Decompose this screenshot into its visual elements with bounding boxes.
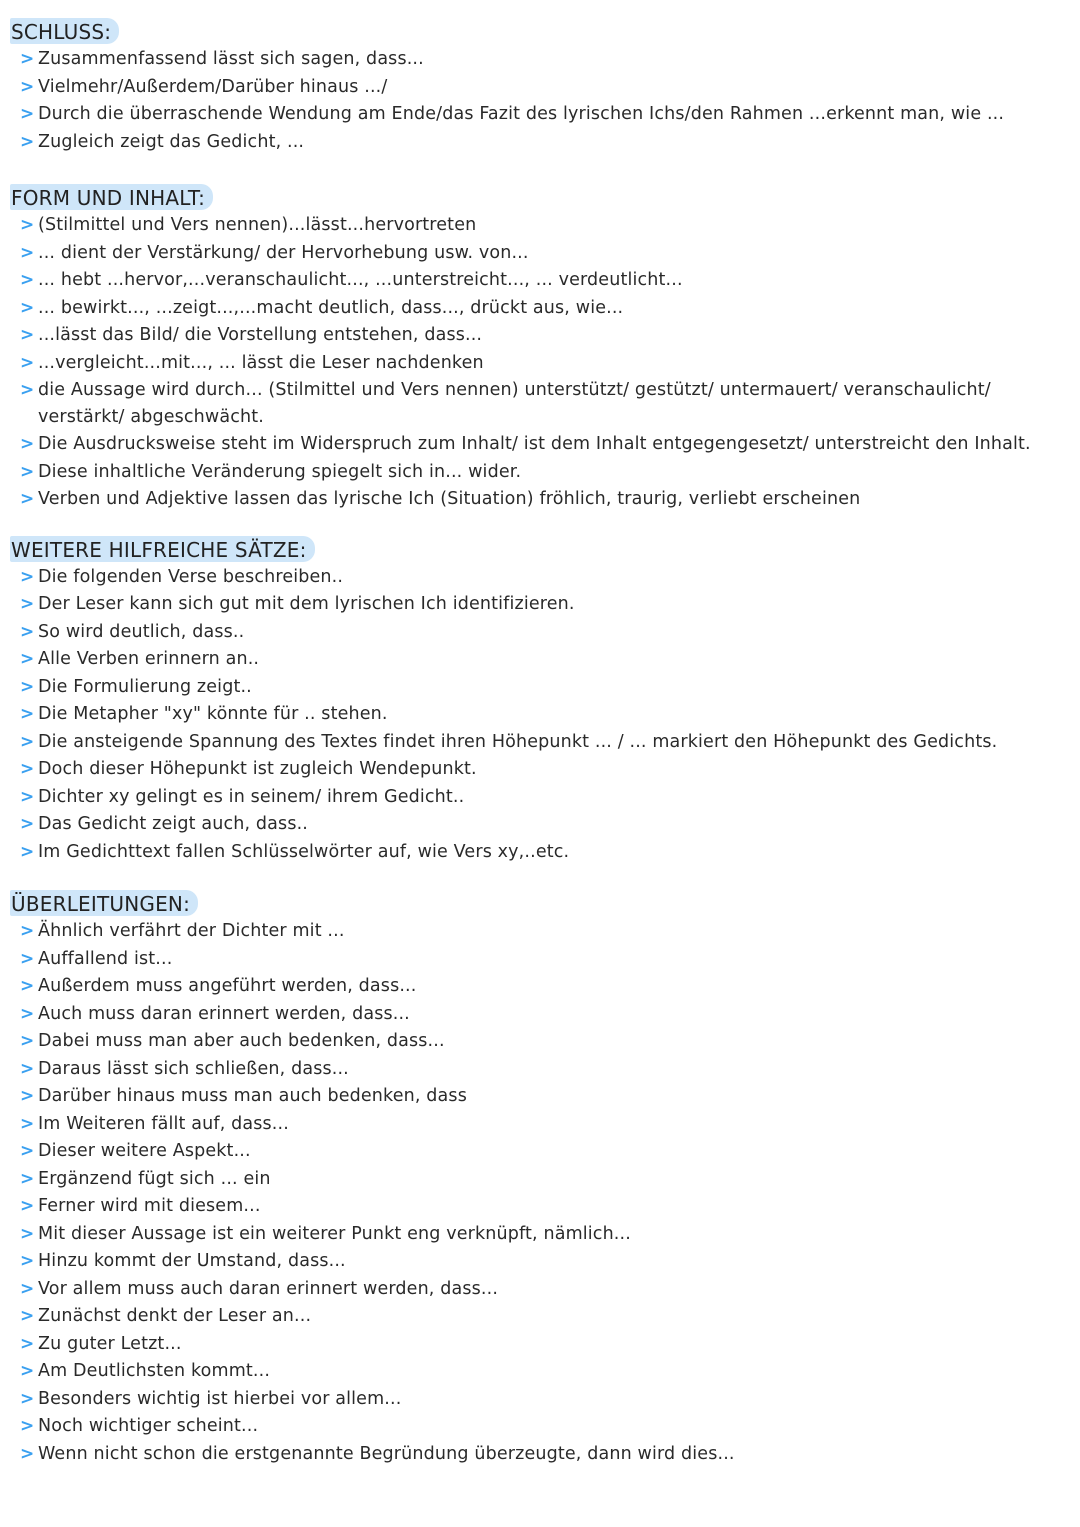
list-item: > Im Gedichttext fallen Schlüsselwörter auf, wie Vers xy,..etc. bbox=[20, 839, 1060, 867]
arrow-icon: > bbox=[20, 1196, 35, 1216]
arrow-icon: > bbox=[20, 352, 35, 373]
list-item: > Ähnlich verfährt der Dichter mit ... bbox=[20, 918, 1060, 946]
arrow-icon: > bbox=[20, 786, 35, 807]
list-item: > Auch muss daran erinnert werden, dass... bbox=[20, 1001, 1060, 1029]
list-item: > Hinzu kommt der Umstand, dass... bbox=[20, 1248, 1060, 1276]
list-item: > die Aussage wird durch... (Stilmittel und Vers nennen) unterstützt/ gestützt/ untermauert/ veranschaulicht/ verstärkt/ abgeschwächt. bbox=[20, 377, 1060, 431]
arrow-icon: > bbox=[20, 297, 35, 318]
list-item: > So wird deutlich, dass.. bbox=[20, 619, 1060, 647]
list-item: > Doch dieser Höhepunkt ist zugleich Wendepunkt. bbox=[20, 756, 1060, 784]
list-item: > ... dient der Verstärkung/ der Hervorhebung usw. von... bbox=[20, 240, 1060, 268]
arrow-icon: > bbox=[20, 489, 35, 509]
arrow-icon: > bbox=[20, 976, 35, 996]
list-item: > Die Metapher "xy" könnte für .. stehen. bbox=[20, 701, 1060, 729]
list-item: > Verben und Adjektive lassen das lyrische Ich (Situation) fröhlich, traurig, verliebt erscheinen bbox=[20, 486, 1060, 514]
item-list bbox=[10, 212, 1060, 514]
list-item: > Dichter xy gelingt es in seinem/ ihrem Gedicht.. bbox=[20, 784, 1060, 812]
section-weitere-hilfreiche-saetze bbox=[10, 536, 1060, 867]
arrow-icon: > bbox=[20, 131, 35, 152]
list-item: > Die ansteigende Spannung des Textes findet ihren Höhepunkt ... / ... markiert den Höhepunkt des Gedichts. bbox=[20, 729, 1060, 757]
arrow-icon: > bbox=[20, 1361, 35, 1381]
section-form-und-inhalt bbox=[10, 184, 1060, 514]
list-item: > Wenn nicht schon die erstgenannte Begründung überzeugte, dann wird dies... bbox=[20, 1441, 1060, 1469]
list-item: > Darüber hinaus muss man auch bedenken, dass bbox=[20, 1083, 1060, 1111]
arrow-icon: > bbox=[20, 1306, 35, 1326]
section-heading: ÜBERLEITUNGEN: bbox=[10, 890, 198, 916]
arrow-icon: > bbox=[20, 215, 35, 235]
arrow-icon: > bbox=[20, 270, 35, 290]
list-item: > Vor allem muss auch daran erinnert werden, dass... bbox=[20, 1276, 1060, 1304]
list-item: > Das Gedicht zeigt auch, dass.. bbox=[20, 811, 1060, 839]
arrow-icon: > bbox=[20, 649, 35, 669]
arrow-icon: > bbox=[20, 704, 35, 724]
list-item: > Dieser weitere Aspekt... bbox=[20, 1138, 1060, 1166]
arrow-icon: > bbox=[20, 594, 35, 614]
arrow-icon: > bbox=[20, 49, 35, 69]
arrow-icon: > bbox=[20, 1141, 35, 1161]
arrow-icon: > bbox=[20, 104, 35, 124]
item-list bbox=[10, 918, 1060, 1468]
section-ueberleitungen bbox=[10, 890, 1060, 1468]
arrow-icon: > bbox=[20, 731, 35, 752]
arrow-icon: > bbox=[20, 1113, 35, 1134]
list-item: > Ergänzend fügt sich ... ein bbox=[20, 1166, 1060, 1194]
arrow-icon: > bbox=[20, 759, 35, 779]
list-item: > Auffallend ist... bbox=[20, 946, 1060, 974]
list-item: > Der Leser kann sich gut mit dem lyrischen Ich identifizieren. bbox=[20, 591, 1060, 619]
arrow-icon: > bbox=[20, 461, 35, 482]
arrow-icon: > bbox=[20, 1443, 35, 1464]
list-item: > Zunächst denkt der Leser an... bbox=[20, 1303, 1060, 1331]
section-heading: FORM UND INHALT: bbox=[10, 184, 213, 210]
arrow-icon: > bbox=[20, 1388, 35, 1409]
list-item: > Alle Verben erinnern an.. bbox=[20, 646, 1060, 674]
list-item: > Noch wichtiger scheint... bbox=[20, 1413, 1060, 1441]
arrow-icon: > bbox=[20, 380, 35, 400]
list-item: > Ferner wird mit diesem... bbox=[20, 1193, 1060, 1221]
list-item: > ...lässt das Bild/ die Vorstellung entstehen, dass... bbox=[20, 322, 1060, 350]
list-item: > Diese inhaltliche Veränderung spiegelt sich in... wider. bbox=[20, 459, 1060, 487]
list-item: > Durch die überraschende Wendung am Ende/das Fazit des lyrischen Ichs/den Rahmen ...erkennt man, wie ... bbox=[20, 101, 1060, 129]
arrow-icon: > bbox=[20, 1086, 35, 1106]
section-heading: WEITERE HILFREICHE SÄTZE: bbox=[10, 536, 315, 562]
list-item: > Mit dieser Aussage ist ein weiterer Punkt eng verknüpft, nämlich... bbox=[20, 1221, 1060, 1249]
arrow-icon: > bbox=[20, 676, 35, 697]
list-item: > Zusammenfassend lässt sich sagen, dass... bbox=[20, 46, 1060, 74]
list-item: > (Stilmittel und Vers nennen)...lässt...hervortreten bbox=[20, 212, 1060, 240]
list-item: > Am Deutlichsten kommt... bbox=[20, 1358, 1060, 1386]
section-schluss bbox=[10, 18, 1060, 156]
list-item: > ... bewirkt..., ...zeigt...,...macht deutlich, dass..., drückt aus, wie... bbox=[20, 295, 1060, 323]
list-item: > Die folgenden Verse beschreiben.. bbox=[20, 564, 1060, 592]
arrow-icon: > bbox=[20, 1223, 35, 1244]
list-item: > ... hebt ...hervor,...veranschaulicht..., ...unterstreicht..., ... verdeutlicht... bbox=[20, 267, 1060, 295]
arrow-icon: > bbox=[20, 921, 35, 941]
arrow-icon: > bbox=[20, 566, 35, 587]
arrow-icon: > bbox=[20, 1416, 35, 1436]
list-item: > Daraus lässt sich schließen, dass... bbox=[20, 1056, 1060, 1084]
arrow-icon: > bbox=[20, 1333, 35, 1354]
item-list bbox=[10, 46, 1060, 156]
arrow-icon: > bbox=[20, 325, 35, 345]
list-item: > Außerdem muss angeführt werden, dass... bbox=[20, 973, 1060, 1001]
item-list bbox=[10, 564, 1060, 867]
arrow-icon: > bbox=[20, 814, 35, 834]
list-item: > Zugleich zeigt das Gedicht, ... bbox=[20, 129, 1060, 157]
arrow-icon: > bbox=[20, 1278, 35, 1299]
arrow-icon: > bbox=[20, 621, 35, 642]
arrow-icon: > bbox=[20, 1003, 35, 1024]
list-item: > Zu guter Letzt... bbox=[20, 1331, 1060, 1359]
list-item: > Dabei muss man aber auch bedenken, dass... bbox=[20, 1028, 1060, 1056]
arrow-icon: > bbox=[20, 1031, 35, 1051]
arrow-icon: > bbox=[20, 1251, 35, 1271]
arrow-icon: > bbox=[20, 1168, 35, 1189]
arrow-icon: > bbox=[20, 948, 35, 969]
list-item: > ...vergleicht...mit..., ... lässt die Leser nachdenken bbox=[20, 350, 1060, 378]
list-item: > Die Formulierung zeigt.. bbox=[20, 674, 1060, 702]
list-item: > Im Weiteren fällt auf, dass... bbox=[20, 1111, 1060, 1139]
arrow-icon: > bbox=[20, 76, 35, 97]
section-heading: SCHLUSS: bbox=[10, 18, 119, 44]
arrow-icon: > bbox=[20, 434, 35, 454]
list-item: > Vielmehr/Außerdem/Darüber hinaus .../ bbox=[20, 74, 1060, 102]
list-item: > Die Ausdrucksweise steht im Widerspruch zum Inhalt/ ist dem Inhalt entgegengesetzt/ unterstreicht den Inhalt. bbox=[20, 431, 1060, 459]
arrow-icon: > bbox=[20, 242, 35, 263]
arrow-icon: > bbox=[20, 841, 35, 862]
arrow-icon: > bbox=[20, 1058, 35, 1079]
list-item: > Besonders wichtig ist hierbei vor allem... bbox=[20, 1386, 1060, 1414]
